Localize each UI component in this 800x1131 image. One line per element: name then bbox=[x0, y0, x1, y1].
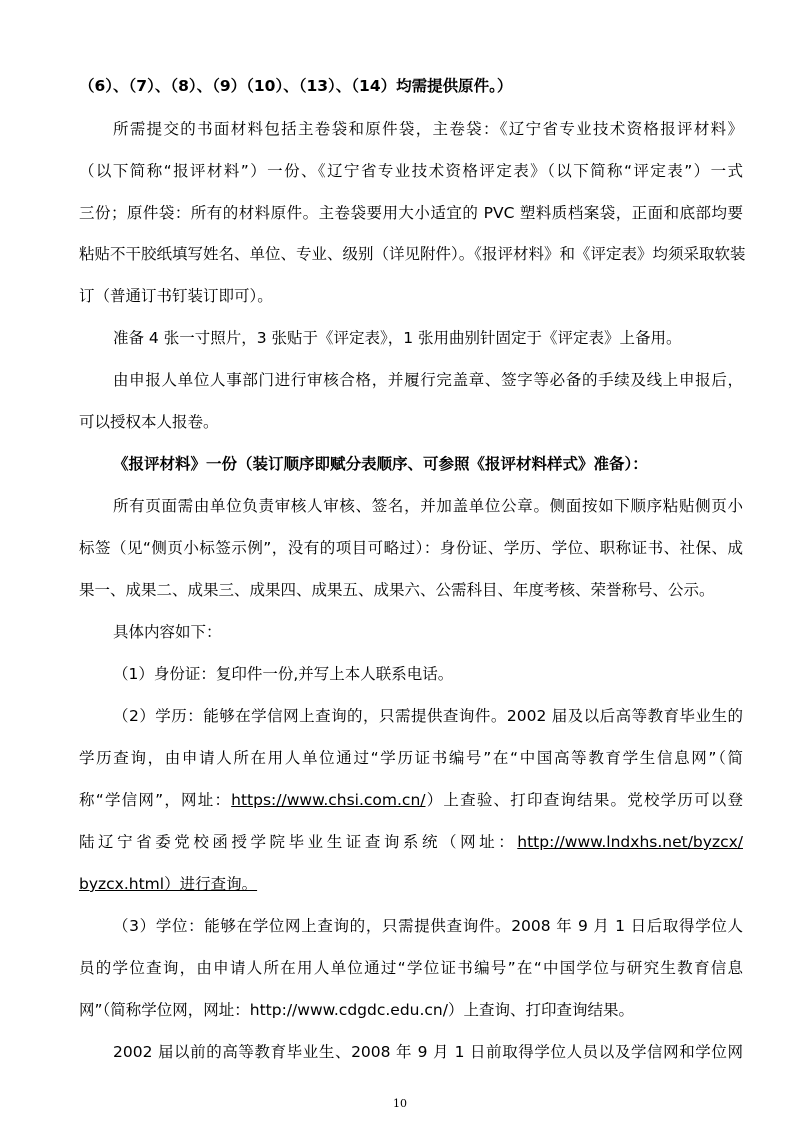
section-heading: 《报评材料》一份（装订顺序即赋分表顺序、可参照《报评材料样式》准备）： bbox=[113, 455, 648, 473]
paragraph-line: 员的学位查询，由申请人所在用人单位通过“学位证书编号”在“中国学位与研究生教育信息 bbox=[79, 959, 743, 977]
paragraph-line: 具体内容如下： bbox=[113, 623, 222, 641]
list-item: （3）学位：能够在学位网上查询的，只需提供查询件。2008 年 9 月 1 日后取得学位人 bbox=[113, 917, 743, 935]
paragraph-line: 订（普通订书钉装订即可）。 bbox=[79, 287, 273, 305]
paragraph-line bbox=[79, 789, 743, 811]
paragraph-line: （以下简称“报评材料”）一份、《辽宁省专业技术资格评定表》（以下简称“评定表”）一式 bbox=[79, 162, 743, 180]
paragraph-line: 果一、成果二、成果三、成果四、成果五、成果六、公需科目、年度考核、荣誉称号、公示。 bbox=[79, 581, 715, 599]
paragraph-line: 标签（见“侧页小标签示例”，没有的项目可略过）：身份证、学历、学位、职称证书、社保、成 bbox=[79, 539, 743, 557]
paragraph-text: 称“学信网”，网址： bbox=[79, 791, 232, 809]
list-item: （2）学历：能够在学信网上查询的，只需提供查询件。2002 届及以后高等教育毕业生的 bbox=[113, 707, 743, 725]
paragraph-line: 准备 4 张一寸照片，3 张贴于《评定表》，1 张用曲别针固定于《评定表》上备用。 bbox=[113, 329, 682, 347]
paragraph-line bbox=[79, 831, 743, 853]
paragraph-line: 2002 届以前的高等教育毕业生、2008 年 9 月 1 日前取得学位人员以及学信网和学位网 bbox=[113, 1043, 743, 1061]
paragraph-text: ）上查验、打印查询结果。党校学历可以登 bbox=[425, 791, 743, 809]
paragraph-line: 学历查询，由申请人所在用人单位通过“学历证书编号”在“中国高等教育学生信息网”（简 bbox=[79, 749, 743, 767]
paragraph-line: 所有页面需由单位负责审核人审核、签名，并加盖单位公章。侧面按如下顺序粘贴侧页小 bbox=[113, 497, 743, 515]
paragraph-line: 粘贴不干胶纸填写姓名、单位、专业、级别（详见附件）。《报评材料》和《评定表》均须采取软装 bbox=[79, 245, 746, 263]
lndxhs-link[interactable]: http://www.lndxhs.net/byzcx/ bbox=[517, 833, 743, 851]
page-number: 10 bbox=[393, 1097, 407, 1110]
paragraph-line: 所需提交的书面材料包括主卷袋和原件袋，主卷袋：《辽宁省专业技术资格报评材料》 bbox=[113, 120, 743, 138]
paragraph-line: 由申报人单位人事部门进行审核合格，并履行完盖章、签字等必备的手续及线上申报后， bbox=[113, 371, 743, 389]
paragraph-text: 陆辽宁省委党校函授学院毕业生证查询系统（网址： bbox=[79, 833, 518, 851]
heading-original-items: （6）、（7）、（8）、（9）（10）、（13）、（14）均需提供原件。） bbox=[79, 77, 513, 95]
list-item: （1）身份证：复印件一份,并写上本人联系电话。 bbox=[113, 665, 454, 683]
paragraph-line: 三份；原件袋：所有的材料原件。主卷袋要用大小适宜的 PVC 塑料质档案袋，正面和底部均要 bbox=[79, 204, 743, 222]
paragraph-line: 网”（简称学位网，网址：http://www.cdgdc.edu.cn/）上查询、打印查询结果。 bbox=[79, 1001, 634, 1019]
lndxhs-link-continued[interactable]: byzcx.html）进行查询。 bbox=[79, 875, 258, 893]
chsi-link[interactable]: https://www.chsi.com.cn/ bbox=[231, 791, 426, 809]
paragraph-line: 可以授权本人报卷。 bbox=[79, 413, 219, 431]
